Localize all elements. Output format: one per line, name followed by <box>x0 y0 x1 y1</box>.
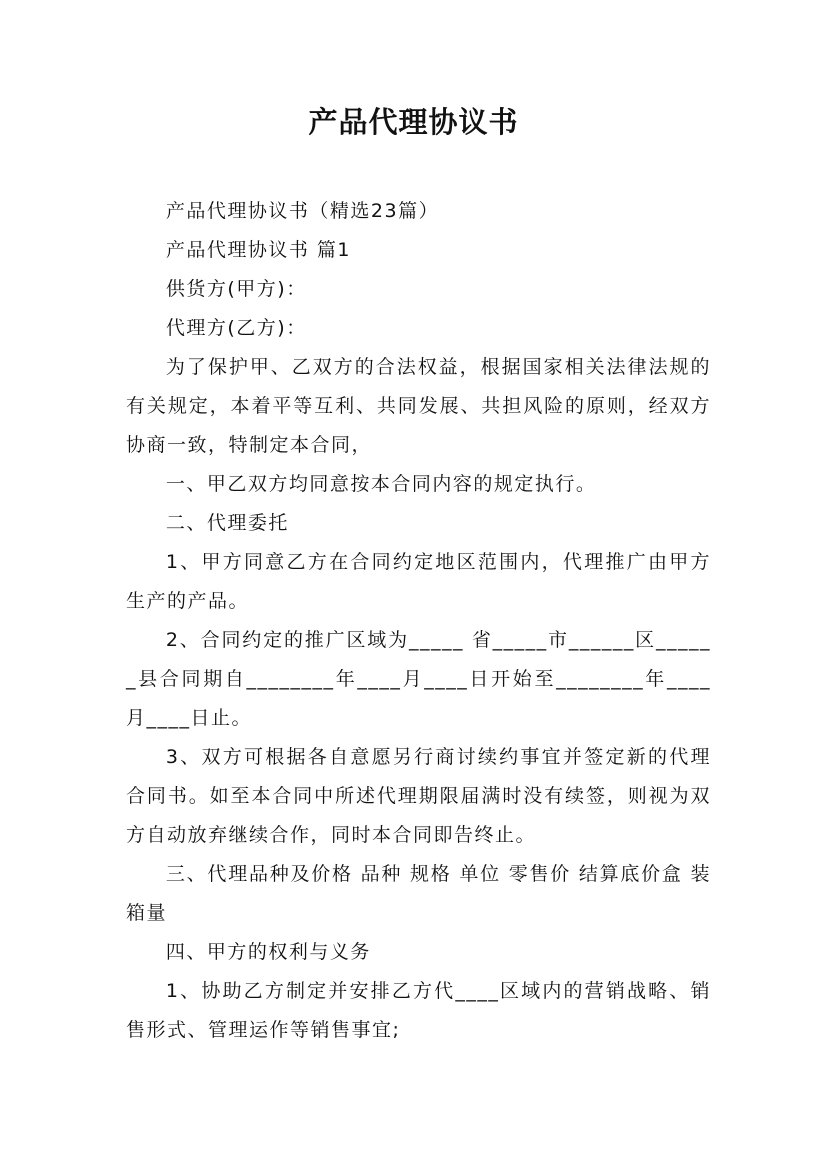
paragraph-preamble: 为了保护甲、乙双方的合法权益，根据国家相关法律法规的有关规定，本着平等互利、共同发展、共担风险的原则，经双方协商一致，特制定本合同， <box>126 356 711 456</box>
document-body <box>126 192 711 1050</box>
paragraph-clause-2-1: 1、甲方同意乙方在合同约定地区范围内，代理推广由甲方生产的产品。 <box>126 551 711 612</box>
document-title: 产品代理协议书 <box>308 105 519 139</box>
paragraph-section-4-heading: 四、甲方的权利与义务 <box>165 941 371 963</box>
paragraph-clause-2-3: 3、双方可根据各自意愿另行商讨续约事宜并签定新的代理合同书。如至本合同中所述代理期限届满时没有续签，则视为双方自动放弃继续合作，同时本合同即告终止。 <box>126 746 711 846</box>
paragraph-party-a: 供货方(甲方)： <box>165 278 307 300</box>
paragraph-section-3-heading: 三、代理品种及价格 品种 规格 单位 零售价 结算底价盒 装箱量 <box>126 863 711 924</box>
paragraph-subtitle: 产品代理协议书（精选23篇） <box>165 200 440 222</box>
paragraph-section-2-heading: 二、代理委托 <box>165 512 289 534</box>
paragraph-clause-2-2: 2、合同约定的推广区域为_____ 省_____市______区______县合同期自________年____月____日开始至________年____月____日止。 <box>126 629 711 729</box>
paragraph-clause-4-1: 1、协助乙方制定并安排乙方代____区域内的营销战略、销售形式、管理运作等销售事宜; <box>126 980 711 1041</box>
paragraph-party-b: 代理方(乙方)： <box>165 317 307 339</box>
paragraph-article-heading: 产品代理协议书 篇1 <box>165 239 352 261</box>
paragraph-clause-1: 一、甲乙双方均同意按本合同内容的规定执行。 <box>165 473 597 495</box>
